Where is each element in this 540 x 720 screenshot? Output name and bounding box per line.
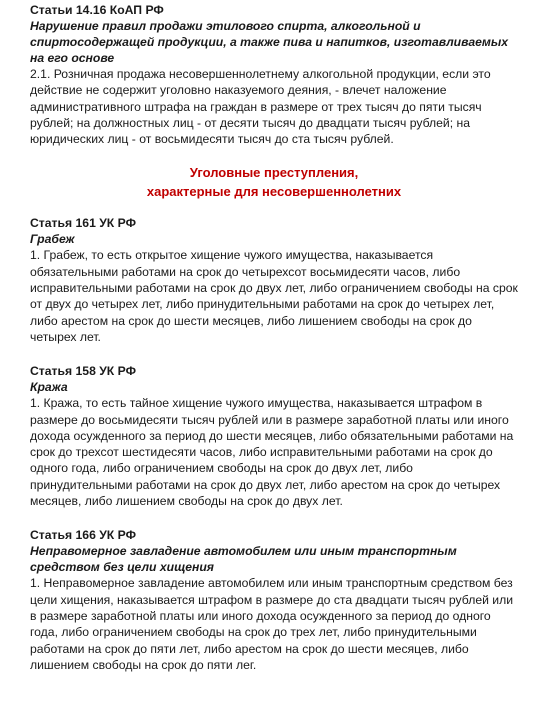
article-subtitle: Неправомерное завладение автомобилем или иным транспортным средством без цели хищения — [30, 544, 457, 575]
article-title: Статья 166 УК РФ — [30, 528, 137, 543]
article-subtitle: Грабеж — [30, 232, 75, 247]
article-subtitle: Кража — [30, 380, 68, 395]
article-text: 1. Грабеж, то есть открытое хищение чужого имущества, наказывается обязательными работами на срок до четырехсот восьмидесяти часов, либо исправительными работами на срок до двух лет, либо ограничением свободы на срок от двух до четырех лет, либо принудительными работами на срок до четырех лет, либо арестом на срок до шести месяцев, либо лишением свободы на срок до четырех лет. — [30, 248, 518, 344]
article-title: Статья 158 УК РФ — [30, 364, 137, 379]
article-koap-14-16 — [30, 2, 518, 147]
article-title: Статья 161 УК РФ — [30, 216, 137, 231]
article-text: 1. Кража, то есть тайное хищение чужого имущества, наказывается штрафом в размере до восьмидесяти тысяч рублей или в размере заработной платы или иного дохода осужденного за период до шести месяцев, либо обязательными работами на срок до трехсот шестидесяти часов, либо исправительными работами на срок до одного года, либо ограничением свободы на срок до двух лет, либо принудительными работами на срок до двух лет, либо арестом на срок до четырех месяцев, либо лишением свободы на срок до двух лет. — [30, 396, 514, 509]
article-uk-161 — [30, 215, 518, 345]
section-heading — [30, 163, 518, 201]
section-heading-line-2: характерные для несовершеннолетних — [146, 184, 402, 200]
article-text: 2.1. Розничная продажа несовершеннолетнему алкогольной продукции, если это действие не содержит уголовно наказуемого деяния, - влечет наложение административного штрафа на граждан в размере от трех тысяч до пяти тысяч рублей; на должностных лиц - от десяти тысяч до двадцати тысяч рублей; на юридических лиц - от восьмидесяти тысяч до ста тысяч рублей. — [30, 67, 491, 147]
section-heading-line-1: Уголовные преступления, — [189, 165, 359, 181]
article-title: Статьи 14.16 КоАП РФ — [30, 3, 164, 17]
article-text: 1. Неправомерное завладение автомобилем или иным транспортным средством без цели хищения, наказывается штрафом в размере до ста двадцати тысяч рублей или в размере заработной платы или иного дохода осужденного за период до одного года, либо ограничением свободы на срок до трех лет, либо принудительными работами на срок до пяти лет, либо арестом на срок до шести месяцев, либо лишением свободы на срок до пяти лег. — [30, 576, 514, 672]
article-uk-158 — [30, 363, 518, 509]
article-uk-166 — [30, 527, 518, 673]
article-subtitle: Нарушение правил продажи этилового спирта, алкогольной и спиртосодержащей продукции, а также пива и напитков, изготавливаемых на его основе — [30, 19, 509, 65]
